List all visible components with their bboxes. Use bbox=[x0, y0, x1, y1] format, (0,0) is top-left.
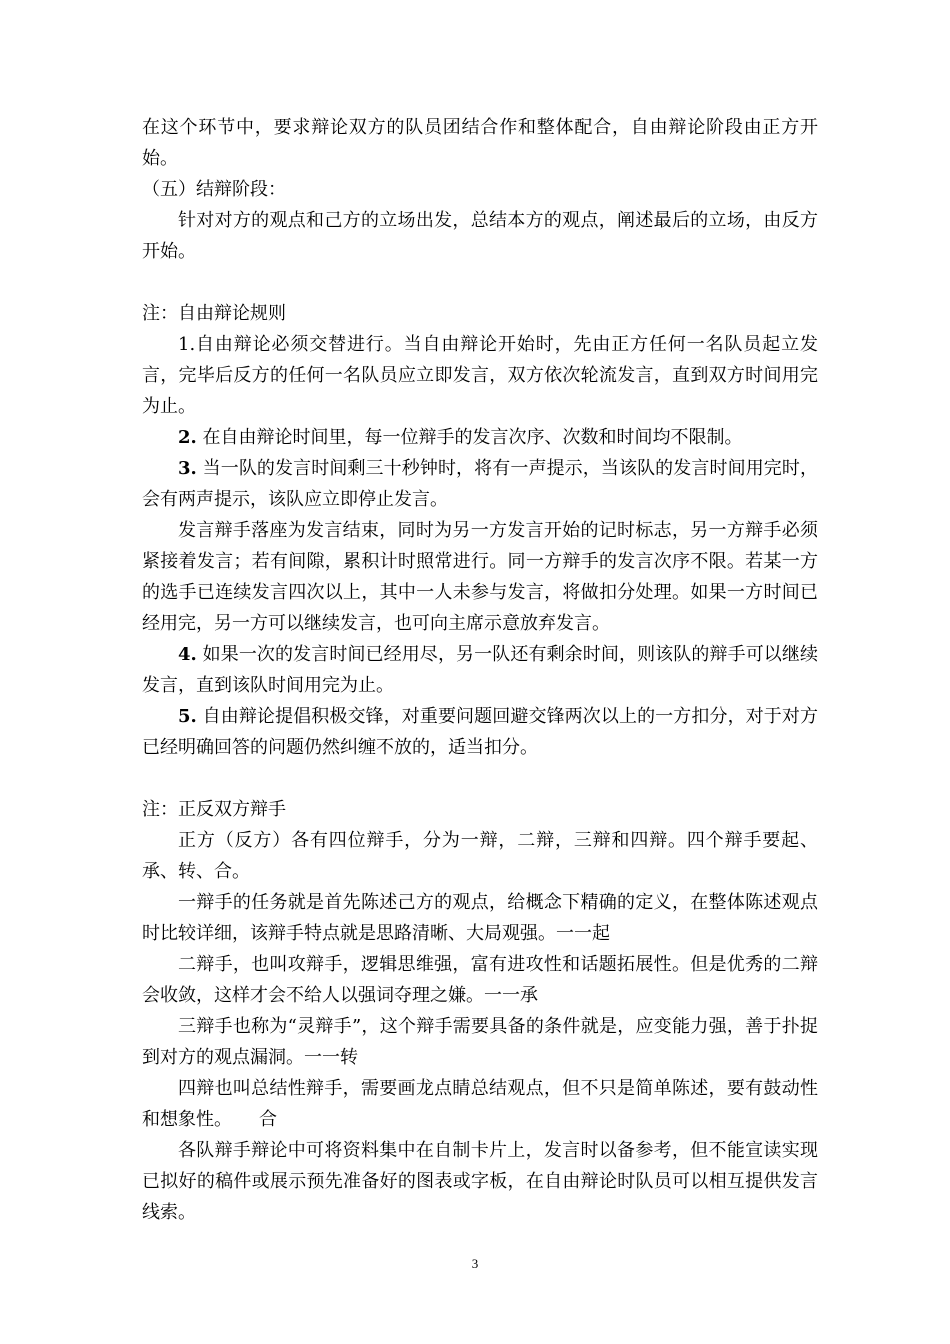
blank-line bbox=[142, 763, 818, 794]
rule-2-text: 在自由辩论时间里，每一位辩手的发言次序、次数和时间均不限制。 bbox=[196, 427, 743, 448]
rule-1: 1.自由辩论必须交替进行。当自由辩论开始时，先由正方任何一名队员起立发言，完毕后反方的任何一名队员应立即发言，双方依次轮流发言，直到双方时间用完为止。 bbox=[142, 334, 818, 417]
rule-3-number: 3. bbox=[178, 458, 197, 479]
rule-5-number: 5. bbox=[178, 706, 197, 727]
rule-4 bbox=[142, 639, 818, 701]
rule-5 bbox=[142, 701, 818, 763]
page-number: 3 bbox=[471, 1256, 479, 1271]
rule-4-number: 4. bbox=[178, 644, 197, 665]
rule-3-extra: 发言辩手落座为发言结束，同时为另一方发言开始的记时标志，另一方辩手必须紧接着发言；若有间隙，累积计时照常进行。同一方辩手的发言次序不限。若某一方的选手已连续发言四次以上，其中一人未参与发言，将做扣分处理。如果一方时间已经用完，另一方可以继续发言，也可向主席示意放弃发言。 bbox=[142, 520, 818, 634]
debater-1: 一辩手的任务就是首先陈述己方的观点，给概念下精确的定义，在整体陈述观点时比较详细，该辩手特点就是思路清晰、大局观强。一一起 bbox=[142, 892, 818, 944]
rule-4-text: 如果一次的发言时间已经用尽，另一队还有剩余时间，则该队的辩手可以继续发言，直到该队时间用完为止。 bbox=[142, 644, 818, 696]
stage5-body: 针对对方的观点和己方的立场出发，总结本方的观点，阐述最后的立场，由反方开始。 bbox=[142, 210, 818, 262]
rule-2-number: 2. bbox=[178, 427, 197, 448]
debater-3: 三辩手也称为“灵辩手”，这个辩手需要具备的条件就是，应变能力强，善于扑捉到对方的观点漏洞。一一转 bbox=[142, 1016, 818, 1068]
stage5-heading: （五）结辩阶段： bbox=[142, 179, 286, 200]
debaters-intro: 正方（反方）各有四位辩手，分为一辩，二辩，三辩和四辩。四个辩手要起、承、转、合。 bbox=[142, 830, 818, 882]
debater-4: 四辩也叫总结性辩手，需要画龙点睛总结观点，但不只是简单陈述，要有鼓动性和想象性。 合 bbox=[142, 1078, 818, 1130]
rule-5-text: 自由辩论提倡积极交锋，对重要问题回避交锋两次以上的一方扣分，对于对方已经明确回答的问题仍然纠缠不放的，适当扣分。 bbox=[142, 706, 818, 758]
materials-paragraph: 各队辩手辩论中可将资料集中在自制卡片上，发言时以备参考，但不能宣读实现已拟好的稿件或展示预先准备好的图表或字板，在自由辩论时队员可以相互提供发言线索。 bbox=[142, 1140, 818, 1223]
paragraph-free-debate-intro: 在这个环节中，要求辩论双方的队员团结合作和整体配合，自由辩论阶段由正方开始。 bbox=[142, 117, 818, 169]
rule-3-text: 当一队的发言时间剩三十秒钟时，将有一声提示，当该队的发言时间用完时，会有两声提示，该队应立即停止发言。 bbox=[142, 458, 818, 510]
blank-line bbox=[142, 267, 818, 298]
rule-3 bbox=[142, 453, 818, 515]
debaters-heading: 注：正反双方辩手 bbox=[142, 799, 286, 820]
rules-heading: 注：自由辩论规则 bbox=[142, 303, 286, 324]
debater-2: 二辩手，也叫攻辩手，逻辑思维强，富有进攻性和话题拓展性。但是优秀的二辩会收敛，这样才会不给人以强词夺理之嫌。一一承 bbox=[142, 954, 818, 1006]
rule-2 bbox=[142, 422, 818, 453]
document-body bbox=[142, 112, 818, 1228]
